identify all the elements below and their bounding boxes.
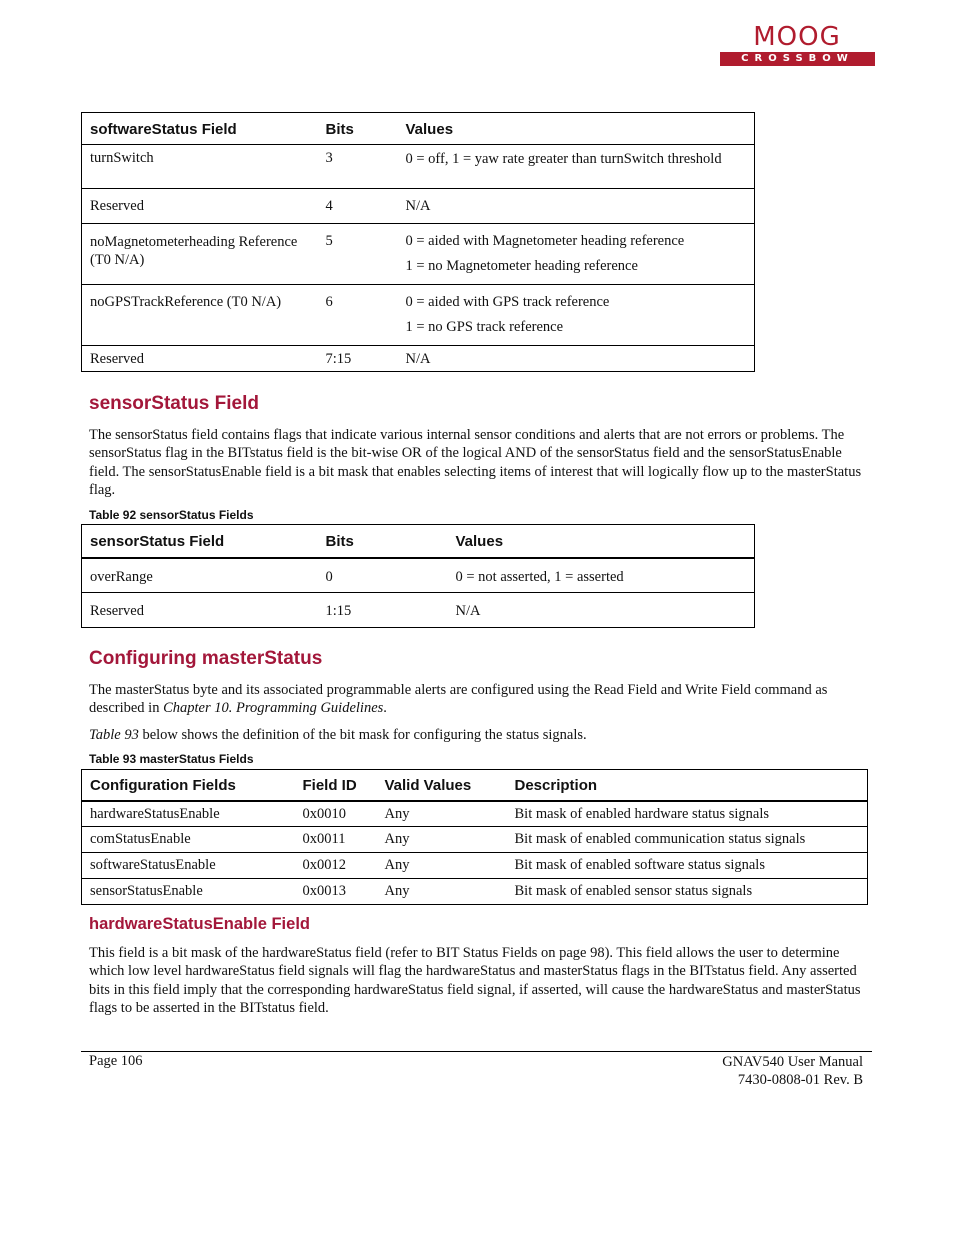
valid-cell: Any [377, 827, 507, 853]
chapter-reference: Chapter 10. Programming Guidelines [163, 700, 384, 717]
field-cell: Reserved [90, 351, 144, 367]
text-run: . [383, 700, 387, 717]
bits-cell: 6 [318, 285, 398, 346]
master-status-config-table [81, 769, 868, 905]
footer-document-info [722, 1053, 863, 1089]
values-cell [398, 224, 755, 285]
field-cell: turnSwitch [82, 145, 318, 189]
field-cell: softwareStatusEnable [82, 853, 295, 879]
column-header: sensorStatus Field [82, 525, 318, 558]
table-caption: Table 92 sensorStatus Fields [89, 508, 254, 522]
bits-cell: 1:15 [325, 603, 352, 619]
column-header: Values [448, 525, 755, 558]
desc-cell: Bit mask of enabled hardware status signals [507, 801, 868, 827]
table-header-row [82, 113, 755, 145]
id-cell: 0x0010 [295, 801, 377, 827]
bits-cell: 0 [318, 558, 448, 593]
table-row [82, 346, 755, 372]
valid-cell: Any [384, 883, 410, 899]
column-header: Values [398, 113, 755, 145]
desc-cell: Bit mask of enabled communication status signals [507, 827, 868, 853]
software-status-table [81, 112, 755, 372]
text-run: The masterStatus byte and its associated programmable alerts are configured using the Read Field and Write Field command as described in [89, 682, 828, 717]
column-header: Valid Values [377, 770, 507, 801]
moog-crossbow-logo [718, 24, 876, 68]
desc-cell: Bit mask of enabled software status signals [507, 853, 868, 879]
logo-tagline: CROSSBOW [720, 52, 875, 66]
bits-cell: 5 [318, 224, 398, 285]
section-heading-configuring-master-status: Configuring masterStatus [89, 648, 323, 669]
table-row [82, 853, 868, 879]
bits-cell: 3 [318, 145, 398, 189]
field-cell: noGPSTrackReference (T0 N/A) [82, 285, 318, 346]
sensor-status-table [81, 524, 755, 628]
bits-cell: 7:15 [325, 351, 352, 367]
field-cell: Reserved [90, 603, 144, 619]
bits-cell: 4 [318, 189, 398, 224]
config-paragraph-1 [89, 681, 869, 718]
table-row [82, 558, 755, 593]
value-line: 0 = aided with Magnetometer heading reference [405, 233, 685, 249]
section-heading-hardware-status-enable: hardwareStatusEnable Field [89, 915, 310, 933]
valid-cell: Any [377, 801, 507, 827]
column-header: Field ID [295, 770, 377, 801]
valid-cell: Any [377, 853, 507, 879]
values-cell: N/A [405, 351, 431, 367]
id-cell: 0x0011 [295, 827, 377, 853]
field-cell: Reserved [82, 189, 318, 224]
table-row [82, 879, 868, 905]
values-cell: 0 = not asserted, 1 = asserted [448, 558, 755, 593]
values-cell: 0 = off, 1 = yaw rate greater than turnSwitch threshold [398, 145, 755, 189]
table-row [82, 827, 868, 853]
hardware-status-paragraph: This field is a bit mask of the hardwareStatus field (refer to BIT Status Fields on page 98). This field allows the user to determine which low level hardwareStatus field signals will flag the hardwareStatus and masterStatus flags in the BITstatus field. Any asserted bits in this field imply that the corresponding hardwareStatus field signal, if asserted, will cause the hardwareStatus and masterStatus flags to be asserted in the BITstatus field. [89, 945, 861, 1016]
value-line: 0 = aided with GPS track reference [405, 294, 610, 310]
values-cell [398, 285, 755, 346]
section-heading-sensor-status: sensorStatus Field [89, 393, 259, 414]
field-cell: overRange [82, 558, 318, 593]
table-header-row [82, 770, 868, 801]
value-line: 1 = no GPS track reference [405, 319, 564, 335]
table-caption: Table 93 masterStatus Fields [89, 752, 254, 766]
text-run: below shows the definition of the bit mask for configuring the status signals. [138, 727, 587, 743]
values-cell: N/A [398, 189, 755, 224]
table-row [82, 593, 755, 628]
id-cell: 0x0012 [295, 853, 377, 879]
column-header: Configuration Fields [82, 770, 295, 801]
field-cell: comStatusEnable [82, 827, 295, 853]
table-header-row [82, 525, 755, 558]
page-number: Page 106 [89, 1053, 143, 1069]
sensor-status-paragraph: The sensorStatus field contains flags that indicate various internal sensor conditions and alerts that are not errors or problems. The sensorStatus flag in the BITstatus field is the bit-wise OR of the logical AND of the sensorStatus field and the sensorStatusEnable field. The sensorStatusEnable field is a bit mask that enables selecting items of interest that will logically flow up to the masterStatus flag. [89, 427, 862, 498]
table-row [82, 145, 755, 189]
column-header: softwareStatus Field [82, 113, 318, 145]
column-header: Bits [318, 525, 448, 558]
field-cell: sensorStatusEnable [90, 883, 203, 899]
value-line: 1 = no Magnetometer heading reference [405, 258, 638, 274]
values-cell: N/A [455, 603, 481, 619]
field-cell: hardwareStatusEnable [82, 801, 295, 827]
table-row [82, 224, 755, 285]
table-reference: Table 93 [89, 727, 139, 743]
footer-divider [81, 1051, 872, 1052]
table-row [82, 801, 868, 827]
table-row [82, 189, 755, 224]
desc-cell: Bit mask of enabled sensor status signals [514, 883, 753, 899]
manual-title: GNAV540 User Manual [722, 1054, 863, 1070]
column-header: Description [507, 770, 868, 801]
field-cell: noMagnetometerheading Reference (T0 N/A) [82, 224, 318, 285]
document-number: 7430-0808-01 Rev. B [737, 1072, 863, 1088]
logo-wordmark: MOOG [753, 22, 841, 52]
column-header: Bits [318, 113, 398, 145]
id-cell: 0x0013 [302, 883, 346, 899]
table-row [82, 285, 755, 346]
config-paragraph-2 [89, 726, 869, 744]
